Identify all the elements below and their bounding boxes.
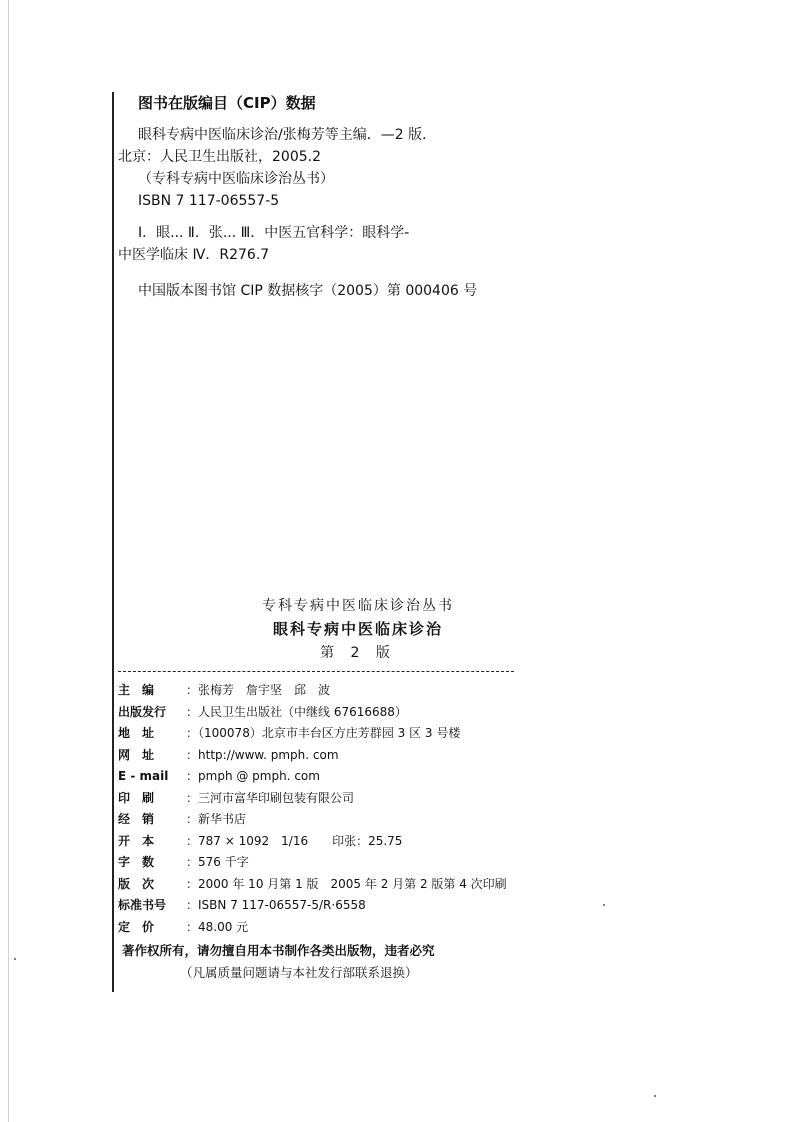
colophon-row-website (118, 745, 538, 767)
colophon (118, 595, 538, 984)
colophon-label: E - mail (118, 769, 169, 783)
colophon-label: 经 销 (118, 812, 155, 826)
scan-speck (603, 904, 605, 906)
colophon-label: 网 址 (118, 747, 155, 762)
cip-title: 图书在版编目（CIP）数据 (138, 94, 316, 112)
colophon-label: 主 编 (118, 683, 155, 697)
colophon-label: 地 址 (118, 726, 155, 740)
colophon-value: ：2000 年 10 月第 1 版 2005 年 2 月第 2 版第 4 次印刷 (186, 876, 507, 891)
colophon-value: ：http://www. pmph. com (186, 747, 339, 762)
copyright-notice: 著作权所有，请勿擅自用本书制作各类出版物，违者必究 (122, 943, 435, 958)
cip-book-line: 眼科专病中医临床诊治/张梅芳等主编．—2 版． (138, 127, 437, 143)
series-name: 专科专病中医临床诊治丛书 (262, 598, 454, 614)
colophon-value: ：576 千字 (186, 855, 249, 869)
colophon-row-printer (118, 788, 538, 810)
scan-speck (654, 1095, 656, 1097)
colophon-value: ：三河市富华印刷包装有限公司 (186, 790, 355, 805)
colophon-row-price (118, 917, 538, 939)
colophon-value: ：人民卫生出版社（中继线 67616688） (186, 704, 407, 719)
cip-number: 中国版本图书馆 CIP 数据核字（2005）第 000406 号 (138, 283, 478, 299)
colophon-value: ：ISBN 7 117-06557-5/R·6558 (186, 898, 366, 912)
margin-line (112, 92, 114, 992)
colophon-label: 版 次 (118, 876, 155, 891)
colophon-value: ：48.00 元 (186, 919, 249, 934)
page-edge (8, 0, 9, 1122)
colophon-row-wordcount (118, 852, 538, 874)
cip-isbn: ISBN 7 117-06557-5 (138, 193, 280, 209)
book-title: 眼科专病中医临床诊治 (272, 620, 443, 638)
scan-speck (14, 958, 16, 960)
colophon-value: ：787 × 1092 1/16 印张：25.75 (186, 833, 403, 848)
cip-publisher-line: 北京：人民卫生出版社，2005.2 (118, 149, 321, 165)
cip-series-line: （专科专病中医临床诊治丛书） (138, 171, 334, 187)
colophon-value: ：张梅芳 詹宇坚 邱 波 (186, 683, 331, 697)
colophon-row-email (118, 766, 538, 788)
cip-classification-2: 中医学临床 Ⅳ．R276.7 (118, 247, 270, 263)
colophon-value: ：pmph @ pmph. com (186, 769, 320, 783)
colophon-row-editor (118, 680, 538, 702)
colophon-row-address (118, 723, 538, 745)
colophon-label: 标准书号 (118, 898, 167, 912)
cip-classification-1: Ⅰ．眼... Ⅱ．张... Ⅲ．中医五官科学：眼科学- (138, 225, 410, 241)
colophon-label: 定 价 (118, 919, 155, 934)
return-note: （凡属质量问题请与本社发行部联系退换） (180, 965, 418, 980)
colophon-row-isbn (118, 895, 538, 917)
colophon-row-edition (118, 874, 538, 896)
colophon-row-publisher (118, 702, 538, 724)
colophon-label: 字 数 (118, 855, 155, 869)
cip-block (118, 92, 578, 302)
colophon-value: ：新华书店 (186, 812, 247, 826)
colophon-label: 开 本 (118, 833, 155, 848)
colophon-label: 出版发行 (118, 704, 167, 719)
colophon-row-format (118, 831, 538, 853)
divider-rule (118, 671, 514, 672)
colophon-label: 印 刷 (118, 790, 155, 805)
edition: 第 2 版 (320, 645, 396, 661)
colophon-row-distributor (118, 809, 538, 831)
colophon-value: ：（100078）北京市丰台区方庄芳群园 3 区 3 号楼 (186, 726, 461, 740)
